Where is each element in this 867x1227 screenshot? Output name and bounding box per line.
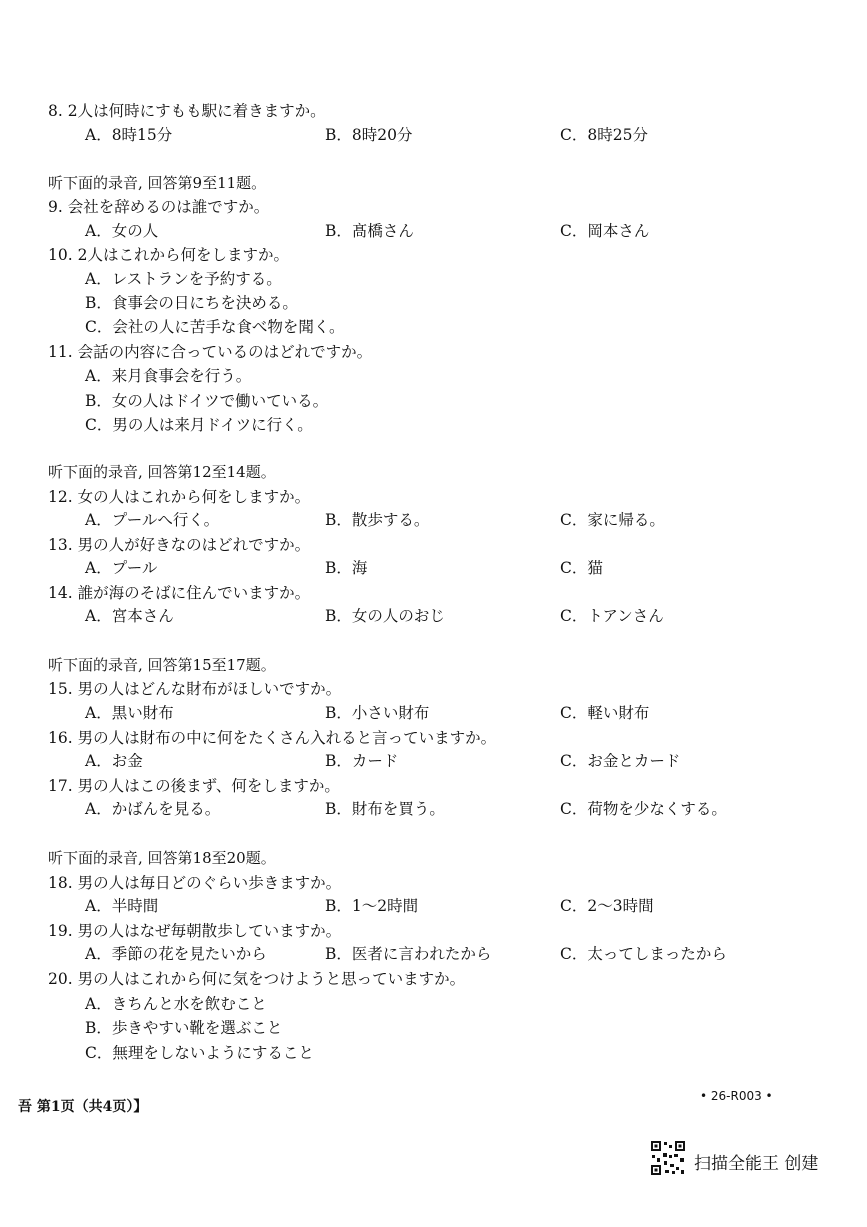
- exam-code: • 26-R003 •: [700, 1089, 773, 1103]
- answer-option: B．散歩する。: [325, 511, 430, 529]
- answer-option: B．女の人のおじ: [325, 607, 445, 625]
- answer-option: B．カード: [325, 752, 399, 770]
- answer-option: C．男の人は来月ドイツに行く。: [85, 416, 313, 434]
- answer-option: C．岡本さん: [560, 222, 650, 240]
- question-text: 12. 女の人はこれから何をしますか。: [48, 488, 311, 506]
- answer-option: C．猫: [560, 559, 603, 577]
- answer-option: B．小さい財布: [325, 704, 430, 722]
- answer-option: C．太ってしまったから: [560, 945, 727, 963]
- answer-option: A．かばんを見る。: [85, 800, 221, 818]
- answer-option: A．黒い財布: [85, 704, 174, 722]
- question-text: 11. 会話の内容に合っているのはどれですか。: [48, 343, 373, 361]
- answer-option: C．トアンさん: [560, 607, 664, 625]
- answer-option: B．髙橋さん: [325, 222, 414, 240]
- qr-code-icon: [650, 1140, 686, 1176]
- question-text: 17. 男の人はこの後まず、何をしますか。: [48, 777, 340, 795]
- answer-option: C．8時25分: [560, 126, 648, 144]
- question-text: 18. 男の人は毎日どのぐらい歩きますか。: [48, 874, 342, 892]
- answer-option: A．プール: [85, 559, 158, 577]
- scanner-watermark: 扫描全能王 创建: [694, 1154, 819, 1174]
- page-number: 吾 第1页（共4页）】: [18, 1099, 148, 1115]
- answer-option: C．軽い財布: [560, 704, 650, 722]
- section-header: 听下面的录音, 回答第15至17题。: [48, 656, 276, 674]
- question-text: 16. 男の人は財布の中に何をたくさん入れると言っていますか。: [48, 729, 497, 747]
- answer-option: A．きちんと水を飲むこと: [85, 995, 267, 1013]
- question-text: 19. 男の人はなぜ毎朝散歩していますか。: [48, 922, 342, 940]
- answer-option: B．1～2時間: [325, 897, 419, 915]
- question-text: 10. 2人はこれから何をしますか。: [48, 246, 289, 264]
- answer-option: A．半時間: [85, 897, 159, 915]
- answer-option: C．無理をしないようにすること: [85, 1044, 314, 1062]
- question-text: 13. 男の人が好きなのはどれですか。: [48, 536, 311, 554]
- question-text: 8. 2人は何時にすもも駅に着きますか。: [48, 102, 326, 120]
- answer-option: C．家に帰る。: [560, 511, 665, 529]
- answer-option: B．8時20分: [325, 126, 413, 144]
- answer-option: A．女の人: [85, 222, 159, 240]
- answer-option: A．来月食事会を行う。: [85, 367, 252, 385]
- answer-option: A．8時15分: [85, 126, 173, 144]
- answer-option: B．食事会の日にちを決める。: [85, 294, 298, 312]
- answer-option: B．医者に言われたから: [325, 945, 492, 963]
- answer-option: A．プールへ行く。: [85, 511, 220, 529]
- answer-option: B．海: [325, 559, 368, 577]
- question-text: 20. 男の人はこれから何に気をつけようと思っていますか。: [48, 970, 466, 988]
- answer-option: C．会社の人に苦手な食べ物を聞く。: [85, 318, 345, 336]
- answer-option: C．荷物を少なくする。: [560, 800, 727, 818]
- section-header: 听下面的录音, 回答第9至11题。: [48, 174, 267, 192]
- answer-option: A．宮本さん: [85, 607, 174, 625]
- answer-option: A．レストランを予約する。: [85, 270, 282, 288]
- answer-option: B．歩きやすい靴を選ぶこと: [85, 1019, 283, 1037]
- answer-option: A．季節の花を見たいから: [85, 945, 267, 963]
- answer-option: A．お金: [85, 752, 143, 770]
- answer-option: B．財布を買う。: [325, 800, 445, 818]
- section-header: 听下面的录音, 回答第18至20题。: [48, 849, 276, 867]
- answer-option: C．お金とカード: [560, 752, 681, 770]
- question-text: 14. 誰が海のそばに住んでいますか。: [48, 584, 311, 602]
- answer-option: B．女の人はドイツで働いている。: [85, 392, 329, 410]
- question-text: 9. 会社を辞めるのは誰ですか。: [48, 198, 270, 216]
- answer-option: C．2～3時間: [560, 897, 654, 915]
- section-header: 听下面的录音, 回答第12至14题。: [48, 463, 276, 481]
- question-text: 15. 男の人はどんな財布がほしいですか。: [48, 680, 342, 698]
